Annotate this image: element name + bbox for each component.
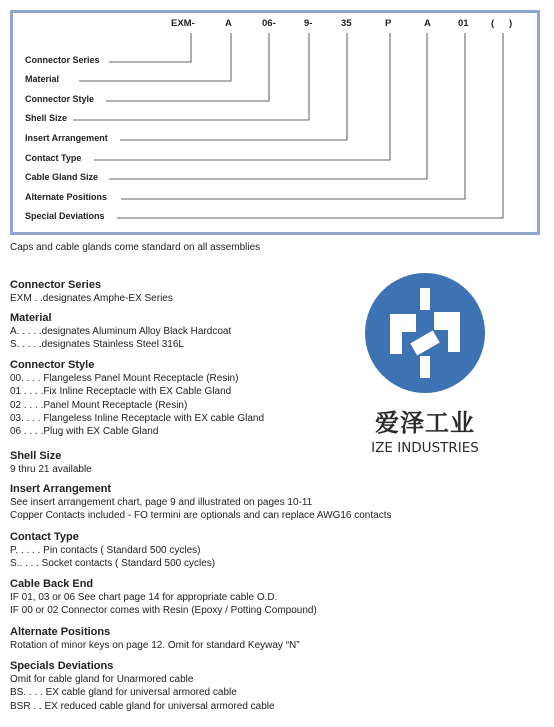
section-line: IF 01, 03 or 06 See chart page 14 for appropriate cable O.D. — [10, 592, 278, 603]
code-contact: P — [385, 18, 392, 29]
leader-line-series — [109, 33, 191, 62]
section-line: BSR . . EX reduced cable gland for universal armored cable — [10, 700, 275, 712]
section-title: Shell Size — [10, 450, 62, 462]
section-line: Omit for cable gland for Unarmored cable — [10, 674, 194, 685]
section-line: S. . . . .designates Stainless Steel 316L — [10, 339, 184, 351]
part-number-diagram — [10, 10, 540, 235]
section-alternate-positions — [10, 625, 450, 652]
label-contact-type: Contact Type — [25, 153, 82, 163]
section-line: 06 . . . .Plug with EX Cable Gland — [10, 426, 159, 438]
code-position: 01 — [458, 18, 469, 29]
label-alternate-positions: Alternate Positions — [25, 192, 108, 202]
section-title: Alternate Positions — [10, 626, 111, 638]
logo-name-en: IZE INDUSTRIES — [371, 440, 479, 456]
section-title: Material — [10, 312, 52, 324]
section-line: P. . . . . Pin contacts ( Standard 500 cycles) — [10, 545, 201, 556]
section-line: Copper Contacts included - FO termini are optionals and can replace AWG16 contacts — [10, 510, 392, 522]
code-gland: A — [424, 18, 431, 29]
standard-note: Caps and cable glands come standard on all assemblies — [10, 242, 261, 253]
label-insert-arrangement: Insert Arrangement — [25, 133, 108, 143]
code-series: EXM- — [171, 18, 195, 29]
section-line: 01 . . . .Fix Inline Receptacle with EX Cable Gland — [10, 386, 232, 398]
section-line: See insert arrangement chart, page 9 and illustrated on pages 10-11 — [10, 497, 313, 508]
code-insert: 35 — [341, 18, 352, 29]
section-line: EXM . .designates Amphe-EX Series — [10, 293, 173, 304]
label-material: Material — [25, 74, 60, 84]
code-paren-open: ( — [491, 18, 495, 29]
label-connector-series: Connector Series — [25, 55, 100, 65]
section-title: Insert Arrangement — [10, 483, 112, 495]
section-line: A. . . . .designates Aluminum Alloy Black Hardcoat — [10, 326, 232, 337]
leader-line-deviation — [117, 33, 503, 218]
section-line: IF 00 or 02 Connector comes with Resin (Epoxy / Potting Compound) — [10, 605, 317, 617]
code-style: 06- — [262, 18, 276, 29]
section-line: BS. . . . EX cable gland for universal armored cable — [10, 687, 237, 699]
section-title: Connector Series — [10, 279, 102, 291]
section-line: Rotation of minor keys on page 12. Omit for standard Keyway “N” — [10, 640, 300, 651]
company-logo-icon — [362, 270, 488, 396]
section-line: 03. . . . Flangeless Inline Receptacle with EX cable Gland — [10, 412, 265, 424]
section-title: Connector Style — [10, 359, 95, 371]
section-line: 9 thru 21 available — [10, 464, 92, 475]
leader-line-position — [121, 33, 465, 199]
section-title: Cable Back End — [10, 578, 94, 590]
section-cable-back-end — [10, 577, 450, 618]
code-paren-close: ) — [509, 18, 513, 29]
section-contact-type — [10, 530, 450, 571]
label-cable-gland-size: Cable Gland Size — [25, 172, 99, 182]
leader-line-insert — [120, 33, 347, 140]
section-line: S.. . . . Socket contacts ( Standard 500 cycles) — [10, 558, 216, 570]
code-shell: 9- — [304, 18, 313, 29]
leader-line-style — [106, 33, 269, 101]
label-special-deviations: Special Deviations — [25, 211, 105, 221]
section-insert-arrangement — [10, 482, 450, 523]
label-connector-style: Connector Style — [25, 94, 95, 104]
leader-line-gland — [109, 33, 427, 179]
section-title: Contact Type — [10, 531, 79, 543]
section-line: 00. . . . Flangeless Panel Mount Receptacle (Resin) — [10, 373, 239, 384]
leader-line-material — [79, 33, 231, 81]
label-shell-size: Shell Size — [25, 113, 68, 123]
leader-line-contact — [94, 33, 390, 160]
code-material: A — [225, 18, 232, 29]
section-line: 02 . . . .Panel Mount Receptacle (Resin) — [10, 399, 188, 411]
section-specials-deviations — [10, 659, 450, 713]
section-title: Specials Deviations — [10, 660, 114, 672]
logo-name-cn: 爱泽工业 — [375, 409, 475, 437]
